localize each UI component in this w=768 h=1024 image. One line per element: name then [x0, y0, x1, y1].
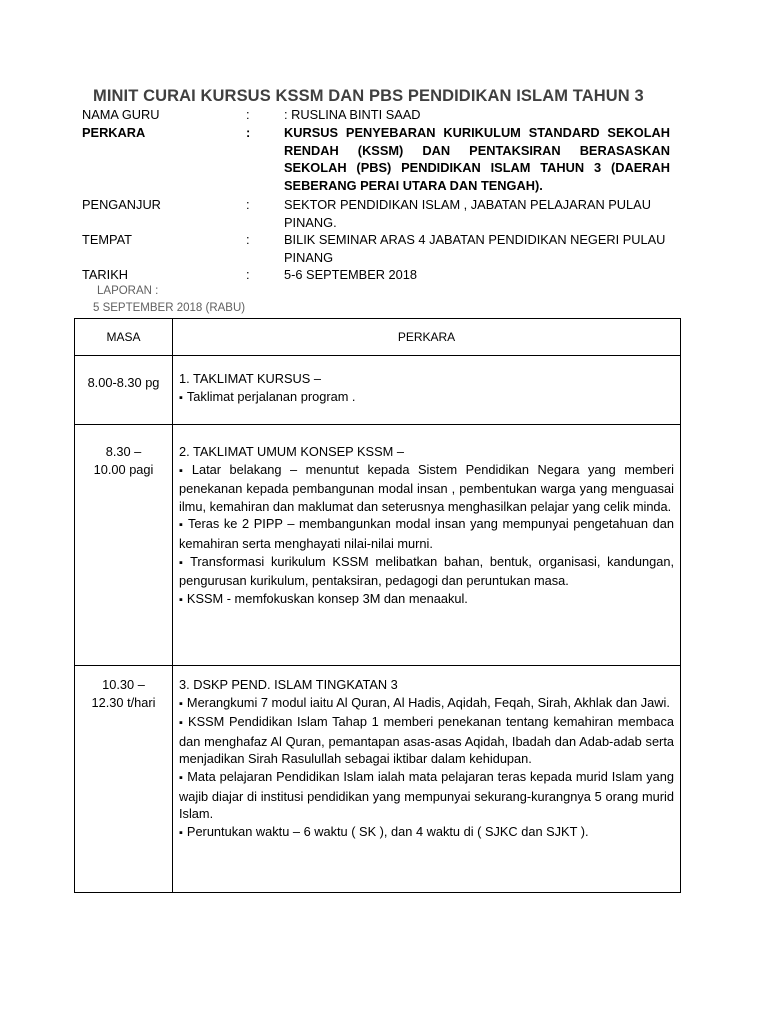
masa-cell: [75, 666, 173, 893]
info-label: TEMPAT: [82, 232, 132, 247]
perkara-cell: [173, 425, 681, 666]
info-colon: :: [246, 197, 250, 212]
info-label: PENGANJUR: [82, 197, 161, 212]
perkara-cell: [173, 356, 681, 425]
header-perkara: PERKARA: [173, 319, 681, 356]
bullet-item: ▪ Peruntukan waktu – 6 waktu ( SK ), dan 4 waktu di ( SJKC dan SJKT ).: [179, 823, 674, 843]
bullet-item: ▪ Taklimat perjalanan program .: [179, 388, 674, 408]
header-masa: MASA: [75, 319, 173, 356]
bullet-item: ▪ Merangkumi 7 modul iaitu Al Quran, Al Hadis, Aqidah, Feqah, Sirah, Akhlak dan Jawi.: [179, 694, 674, 714]
info-colon: :: [246, 107, 250, 122]
row-heading: 1. TAKLIMAT KURSUS –: [179, 371, 321, 386]
minutes-table: [74, 318, 681, 893]
perkara-cell: [173, 666, 681, 893]
masa-text: 8.30 –: [105, 444, 142, 459]
table-row: [75, 666, 681, 893]
bullet-item: ▪ Latar belakang – menuntut kepada Sistem Pendidikan Negara yang memberi penekanan kepada pembangunan modal insan , pembentukan warga yang menguasai ilmu, kemahiran dan maklumat dan seterusnya menghasilkan pelajar yang celik minda.: [179, 461, 674, 516]
row-heading: 2. TAKLIMAT UMUM KONSEP KSSM –: [179, 444, 404, 459]
bullet-item: ▪ Teras ke 2 PIPP – membangunkan modal insan yang mempunyai pengetahuan dan kemahiran serta menghayati nilai-nilai murni.: [179, 515, 674, 552]
table-row: [75, 425, 681, 666]
row-heading: 3. DSKP PEND. ISLAM TINGKATAN 3: [179, 677, 398, 692]
bullet-item: ▪ KSSM Pendidikan Islam Tahap 1 memberi penekanan tentang kemahiran membaca dan menghafaz Al Quran, pemantapan asas-asas Aqidah, Ibadah dan Adab-adab serta menjadikan Sirah Rasulullah sebagai iktibar dalam kehidupan.: [179, 713, 674, 768]
info-colon: :: [246, 267, 250, 282]
masa-cell: [75, 356, 173, 425]
masa-cell: [75, 425, 173, 666]
masa-text: 10.00 pagi: [93, 462, 154, 477]
info-value-penganjur: SEKTOR PENDIDIKAN ISLAM , JABATAN PELAJARAN PULAU PINANG.: [284, 197, 651, 230]
laporan-date: 5 SEPTEMBER 2018 (RABU): [93, 302, 246, 314]
table-row: [75, 356, 681, 425]
info-label: TARIKH: [82, 267, 128, 282]
info-value-tempat: BILIK SEMINAR ARAS 4 JABATAN PENDIDIKAN NEGERI PULAU PINANG: [284, 232, 666, 265]
laporan-label: LAPORAN :: [97, 285, 159, 297]
document-title: MINIT CURAI KURSUS KSSM DAN PBS PENDIDIKAN ISLAM TAHUN 3: [93, 87, 644, 105]
masa-text: 8.00-8.30 pg: [87, 375, 160, 390]
info-value-perkara: KURSUS PENYEBARAN KURIKULUM STANDARD SEKOLAH RENDAH (KSSM) DAN PENTAKSIRAN BERASASKAN SEKOLAH (PBS) PENDIDIKAN ISLAM TAHUN 3 (DAERAH SEBERANG PERAI UTARA DAN TENGAH).: [284, 125, 670, 193]
info-value-tarikh: 5-6 SEPTEMBER 2018: [284, 267, 418, 282]
bullet-item: ▪ KSSM - memfokuskan konsep 3M dan menaakul.: [179, 590, 674, 610]
info-label: NAMA GURU: [82, 107, 160, 122]
bullet-item: ▪ Transformasi kurikulum KSSM melibatkan bahan, bentuk, organisasi, kandungan, pengurusan kurikulum, pentaksiran, pedagogi dan peruntukan masa.: [179, 553, 674, 590]
masa-text: 12.30 t/hari: [91, 695, 156, 710]
masa-text: 10.30 –: [102, 677, 145, 692]
info-colon: :: [246, 125, 251, 140]
bullet-item: ▪ Mata pelajaran Pendidikan Islam ialah mata pelajaran teras kepada murid Islam yang wajib diajar di institusi pendidikan yang mempunyai sekurang-kurangnya 5 orang murid Islam.: [179, 768, 674, 823]
info-colon: :: [246, 232, 250, 247]
info-value-nama-guru: : RUSLINA BINTI SAAD: [284, 107, 421, 122]
info-label: PERKARA: [82, 125, 146, 140]
